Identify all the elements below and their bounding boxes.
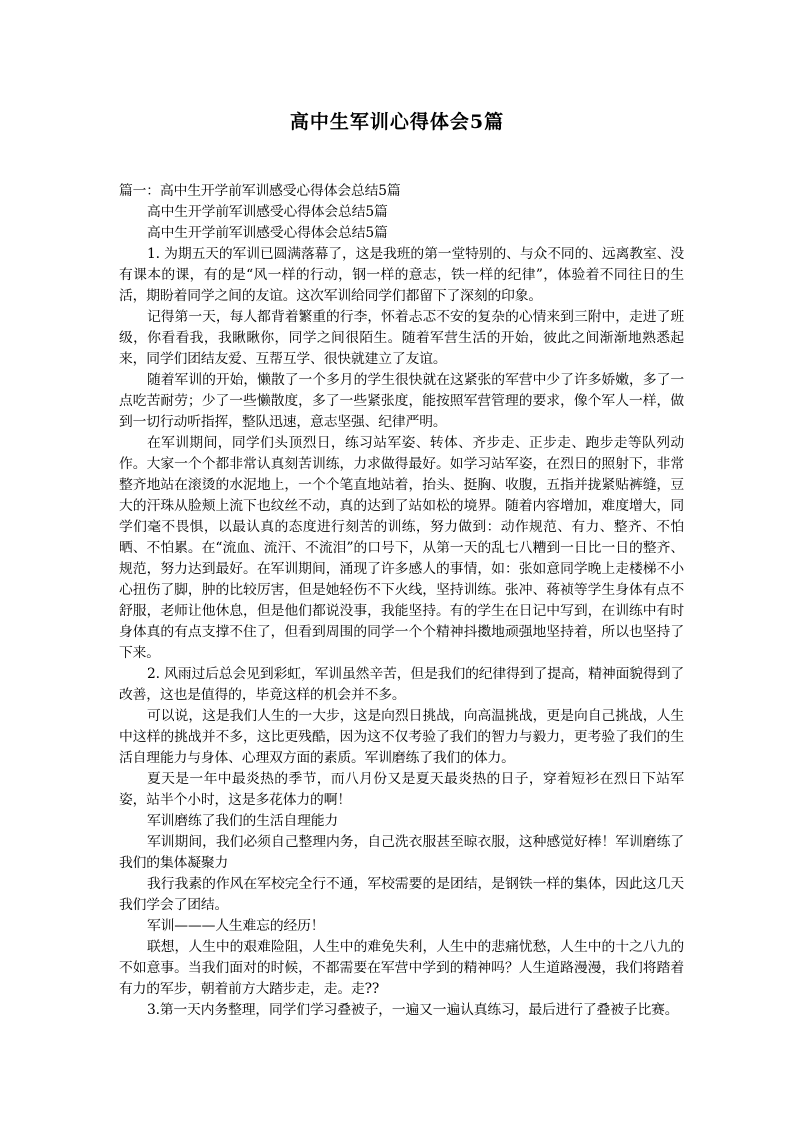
body-paragraph: 联想，人生中的艰难险阻，人生中的难免失利，人生中的悲痛忧愁，人生中的十之八九的不如意事。当我们面对的时候，不都需要在军营中学到的精神吗？人生道路漫漫，我们将踏着有力的军步，朝着前方大踏步走，走。走?? bbox=[119, 939, 684, 997]
body-paragraph: 1. 为期五天的军训已圆满落幕了，这是我班的第一堂特别的、与众不同的、远离教室、没有课本的课，有的是“风一样的行动，钢一样的意志，铁一样的纪律”，体验着不同往日的生活，期盼着同学之间的友谊。这次军训给同学们都留下了深刻的印象。 bbox=[119, 246, 684, 304]
body-paragraph: 2. 风雨过后总会见到彩虹，军训虽然辛苦，但是我们的纪律得到了提高，精神面貌得到了改善，这也是值得的，毕竟这样的机会并不多。 bbox=[119, 666, 684, 703]
subheading: 高中生开学前军训感受心得体会总结5篇 bbox=[147, 225, 388, 241]
body-paragraph: 军训磨练了我们的生活自理能力 bbox=[147, 813, 339, 829]
body-paragraph: 军训期间，我们必须自己整理内务，自己洗衣服甚至晾衣服，这种感觉好棒！军训磨练了我们的集体凝聚力 bbox=[119, 834, 684, 871]
document-body bbox=[119, 181, 684, 1021]
body-paragraph: 我行我素的作风在军校完全行不通，军校需要的是团结，是钢铁一样的集体，因此这几天我们学会了团结。 bbox=[119, 876, 684, 913]
body-paragraph: 可以说，这是我们人生的一大步，这是向烈日挑战，向高温挑战，更是向自己挑战，人生中这样的挑战并不多，这比更残酷，因为这不仅考验了我们的智力与毅力，更考验了我们的生活自理能力与身体、心理双方面的素质。军训磨练了我们的体力。 bbox=[119, 708, 684, 766]
document-title: 高中生军训心得体会5篇 bbox=[289, 111, 505, 133]
body-paragraph: 记得第一天，每人都背着繁重的行李，怀着忐忑不安的复杂的心情来到三附中，走进了班级，你看看我，我瞅瞅你，同学之间很陌生。随着军营生活的开始，彼此之间渐渐地熟悉起来，同学们团结友爱、互帮互学、很快就建立了友谊。 bbox=[119, 309, 684, 367]
body-paragraph: 3.第一天内务整理，同学们学习叠被子，一遍又一遍认真练习，最后进行了叠被子比赛。 bbox=[147, 1002, 679, 1018]
section-heading: 篇一：高中生开学前军训感受心得体会总结5篇 bbox=[119, 183, 401, 199]
body-paragraph: 军训———人生难忘的经历！ bbox=[147, 918, 325, 934]
body-paragraph: 随着军训的开始，懒散了一个多月的学生很快就在这紧张的军营中少了许多娇嫩，多了一点吃苦耐劳；少了一些懒散度，多了一些紧张度，能按照军营管理的要求，像个军人一样，做到一切行动听指挥，整队迅速，意志坚强、纪律严明。 bbox=[119, 372, 684, 430]
subheading: 高中生开学前军训感受心得体会总结5篇 bbox=[147, 204, 388, 220]
body-paragraph: 夏天是一年中最炎热的季节，而八月份又是夏天最炎热的日子，穿着短衫在烈日下站军姿，站半个小时，这是多花体力的啊！ bbox=[119, 771, 684, 808]
body-paragraph: 在军训期间，同学们头顶烈日，练习站军姿、转体、齐步走、正步走、跑步走等队列动作。大家一个个都非常认真刻苦训练，力求做得最好。如学习站军姿，在烈日的照射下，非常整齐地站在滚烫的水泥地上，一个个笔直地站着，抬头、挺胸、收腹，五指并拢紧贴裤缝，豆大的汗珠从脸颊上流下也纹丝不动，真的达到了站如松的境界。随着内容增加，难度增大，同学们毫不畏惧，以最认真的态度进行刻苦的训练，努力做到：动作规范、有力、整齐、不怕晒、不怕累。在“流血、流汗、不流泪”的口号下，从第一天的乱七八糟到一日比一日的整齐、规范，努力达到最好。在军训期间，涌现了许多感人的事情，如：张如意同学晚上走楼梯不小心扭伤了脚，肿的比较厉害，但是她轻伤不下火线，坚持训练。张冲、蒋祯等学生身体有点不舒服，老师让他休息，但是他们都说没事，我能坚持。有的学生在日记中写到，在训练中有时身体真的有点支撑不住了，但看到周围的同学一个个精神抖擞地顽强地坚持着，所以也坚持了下来。 bbox=[119, 435, 684, 661]
